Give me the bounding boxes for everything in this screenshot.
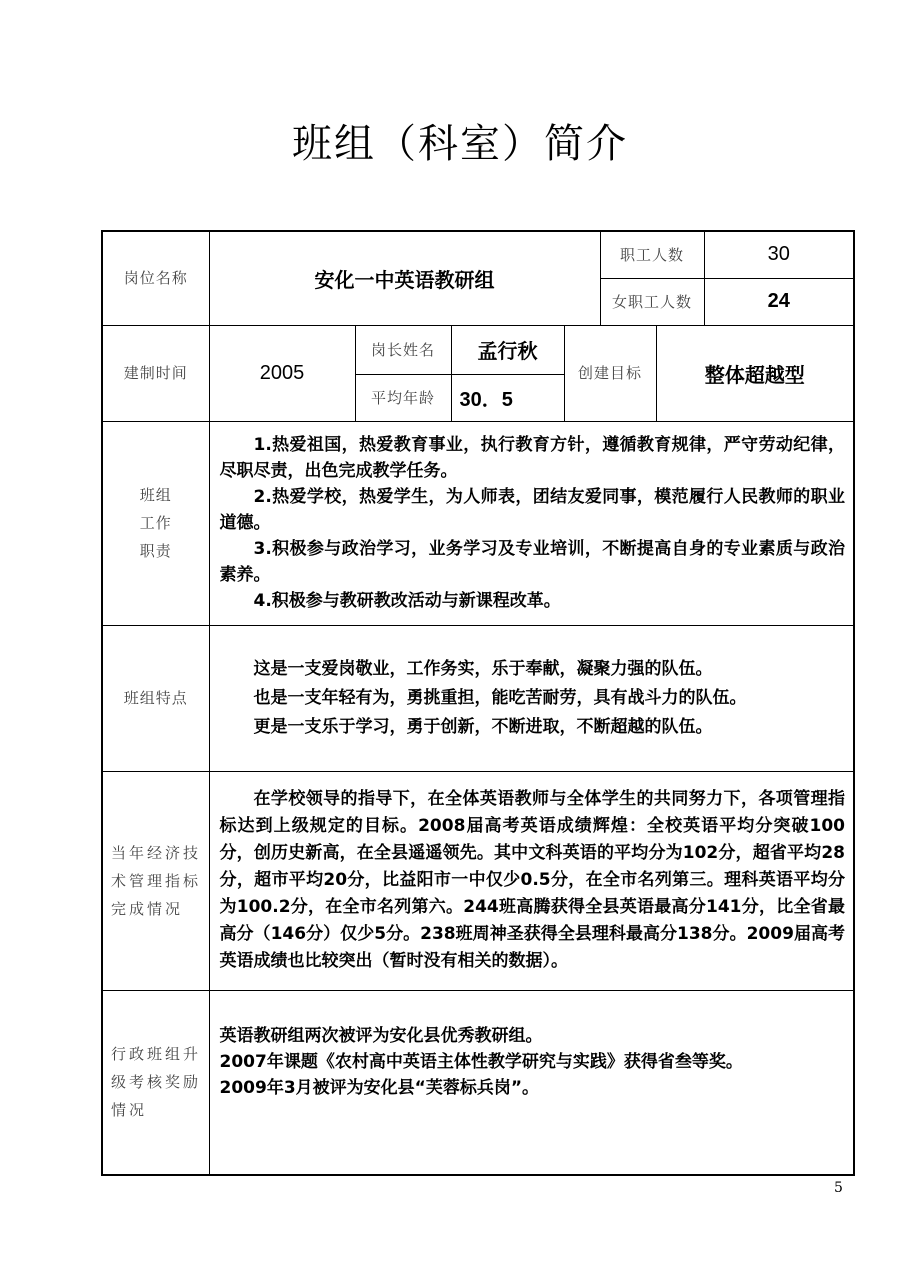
label-female-staff-count: 女职工人数 [600,278,704,325]
feature-item: 也是一支年轻有为，勇挑重担，能吃苦耐劳，具有战斗力的队伍。 [253,687,747,708]
value-founded: 2005 [209,325,355,421]
label-promotion-line: 情况 [111,1101,148,1120]
label-staff-count: 职工人数 [600,231,704,278]
indicators-content [209,771,854,990]
label-duties-line: 工作 [139,514,172,532]
duty-item: 3.积极参与政治学习，业务学习及专业培训，不断提高自身的专业素质与政治素养。 [219,539,846,585]
promotion-content [209,990,854,1175]
duty-item: 1.热爱祖国，热爱教育事业，执行教育方针，遵循教育规律，严守劳动纪律，尽职尽责，出色完成教学任务。 [219,435,846,481]
duty-item: 4.积极参与教研教改活动与新课程改革。 [253,591,561,611]
label-duties-line: 职责 [139,542,172,560]
value-goal: 整体超越型 [656,325,854,421]
page-number: 5 [834,1180,843,1196]
team-profile-table [101,230,855,1176]
label-promotion [102,990,209,1175]
label-leader-name: 岗长姓名 [355,325,451,374]
label-promotion-line: 行政班组升 [111,1045,202,1064]
label-goal: 创建目标 [564,325,656,421]
promotion-item: 英语教研组两次被评为安化县优秀教研组。 [219,1026,543,1047]
indicators-text: 在学校领导的指导下，在全体英语教师与全体学生的共同努力下，各项管理指标达到上级规定的目标。2008届高考英语成绩辉煌：全校英语平均分突破100分，创历史新高，在全县遥遥领先。其中文科英语的平均分为102分，超省平均28分，超市平均20分，比益阳市一中仅少0.5分，在全市名列第三。理科英语平均分为100.2分，在全市名列第六。244班高腾获得全县英语最高分141分，比全省最高分（146分）仅少5分。238班周神圣获得全县理科最高分138分。2009届高考英语成绩也比较突出（暂时没有相关的数据）。 [219,789,846,971]
feature-item: 这是一支爱岗敬业，工作务实，乐于奉献，凝聚力强的队伍。 [253,658,713,679]
value-staff-count: 30 [704,231,854,278]
label-post-name: 岗位名称 [102,231,209,325]
label-avg-age: 平均年龄 [355,374,451,421]
promotion-item: 2009年3月被评为安化县“芙蓉标兵岗”。 [219,1078,539,1099]
label-founded: 建制时间 [102,325,209,421]
value-post-name: 安化一中英语教研组 [209,231,600,325]
features-content [209,625,854,771]
duty-item: 2.热爱学校，热爱学生，为人师表，团结友爱同事，模范履行人民教师的职业道德。 [219,487,846,533]
feature-item: 更是一支乐于学习，勇于创新，不断进取，不断超越的队伍。 [253,716,713,737]
label-indicators-line: 当年经济技 [111,843,202,862]
label-duties-line: 班组 [139,486,172,504]
label-indicators [102,771,209,990]
page-title: 班组（科室）简介 [292,121,628,167]
duties-content [209,421,854,625]
promotion-item: 2007年课题《农村高中英语主体性教学研究与实践》获得省叁等奖。 [219,1052,743,1073]
label-promotion-line: 级考核奖励 [111,1073,202,1092]
label-features: 班组特点 [102,625,209,771]
value-leader-name: 孟行秋 [451,325,564,374]
value-female-staff-count: 24 [704,278,854,325]
value-avg-age: 30．5 [451,374,564,421]
label-indicators-line: 术管理指标 [111,871,202,890]
label-duties [102,421,209,625]
label-indicators-line: 完成情况 [111,899,184,918]
